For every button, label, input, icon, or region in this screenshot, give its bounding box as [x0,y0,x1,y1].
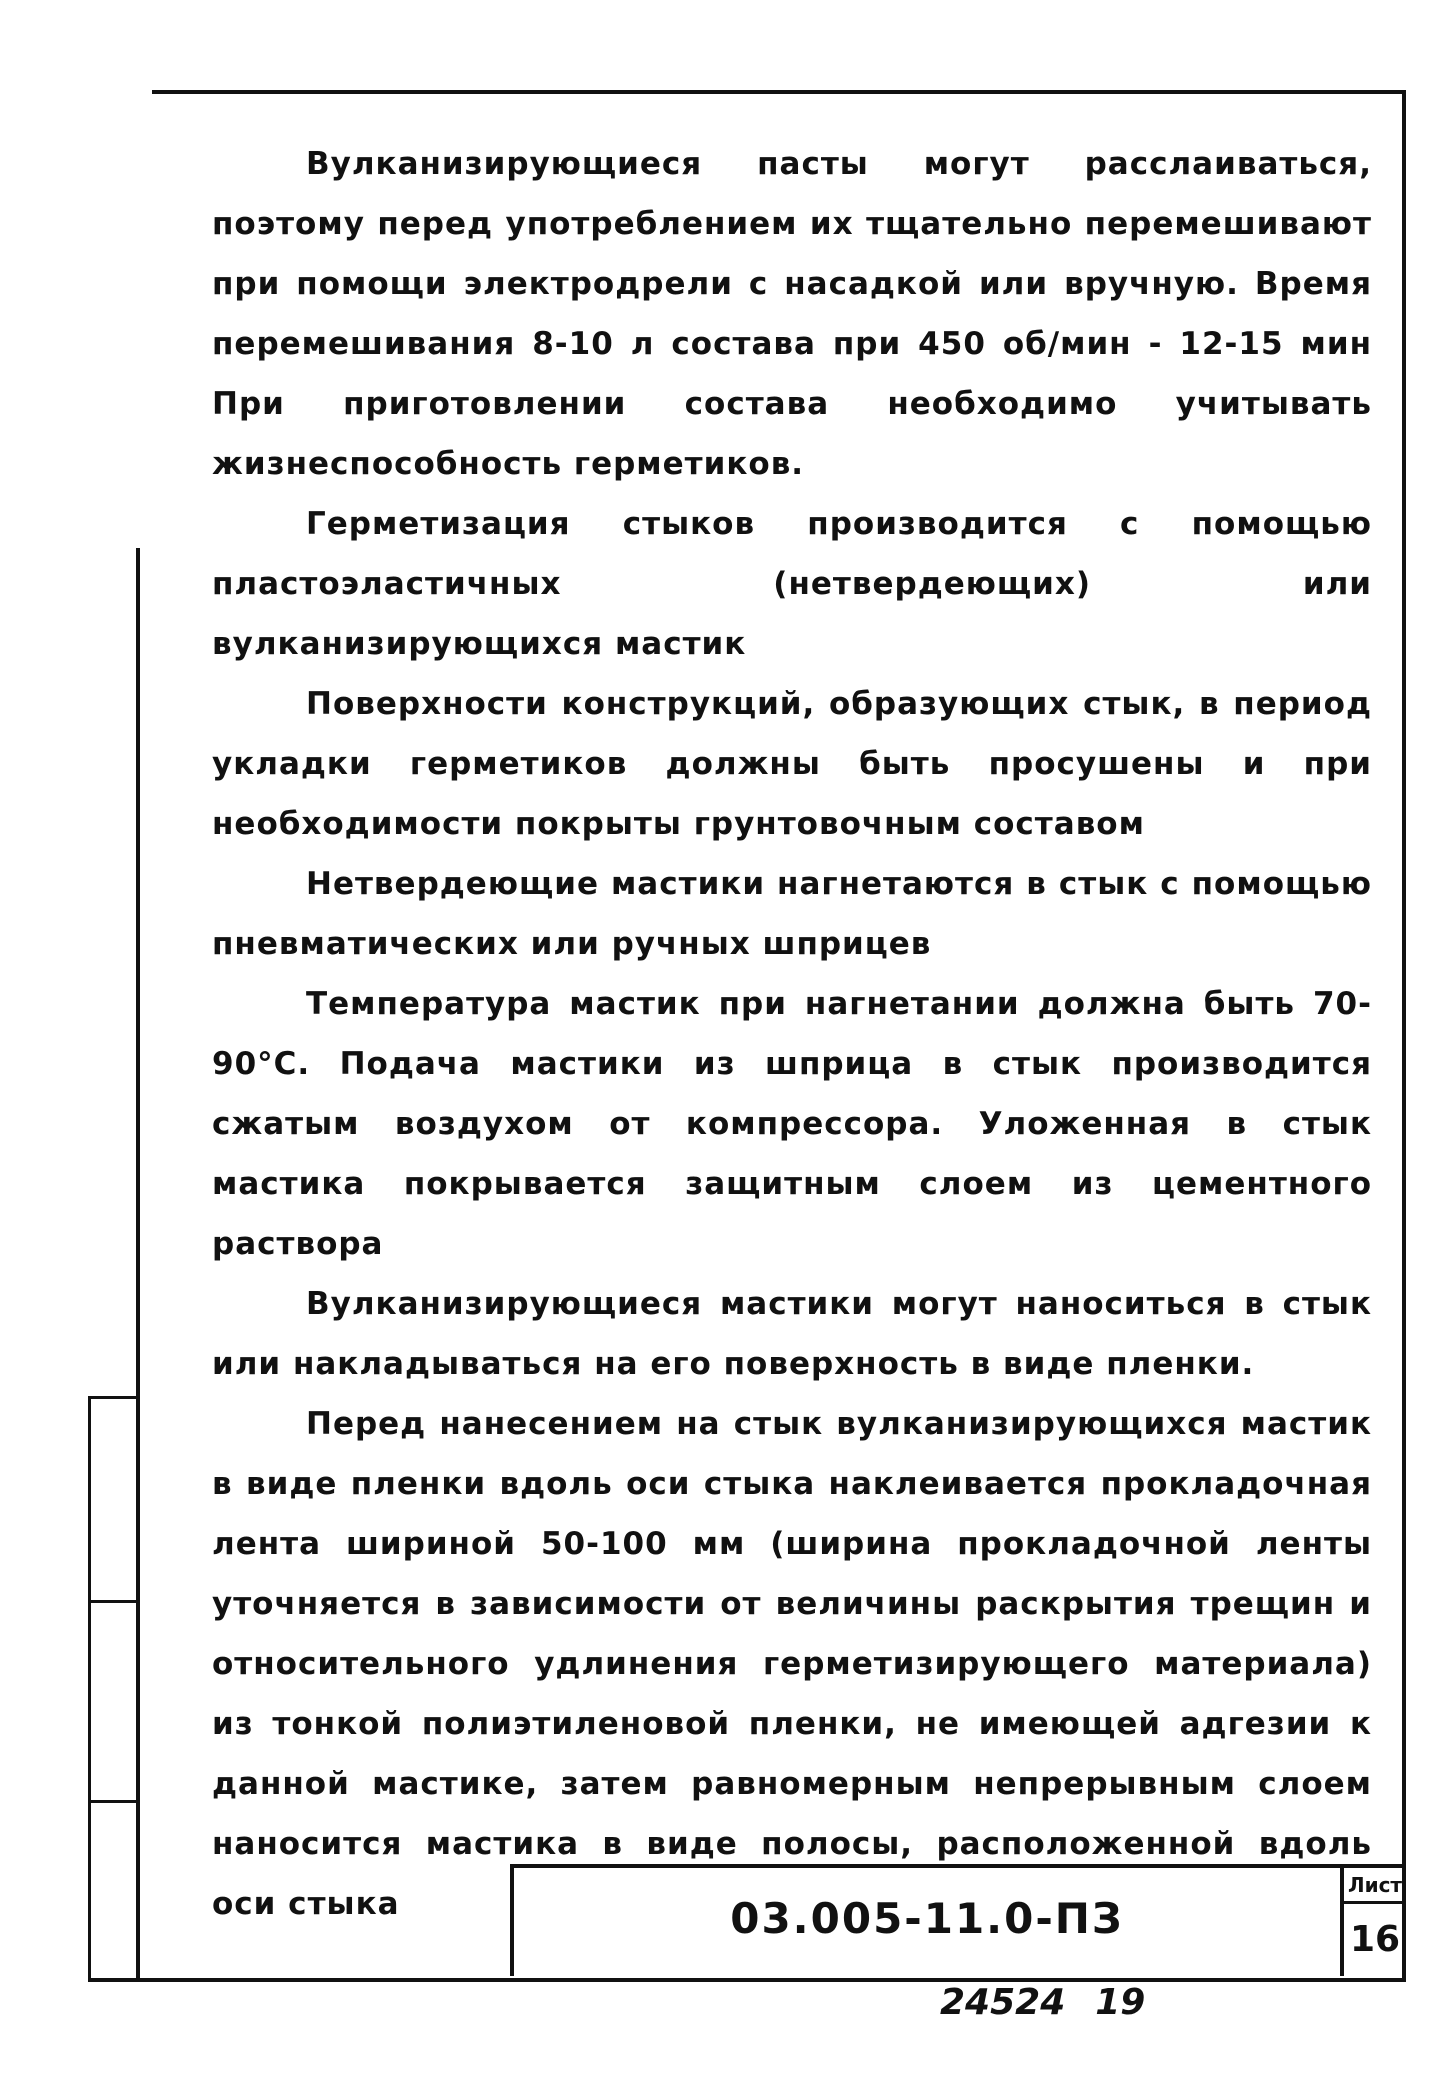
paragraph-mastic-temperature: Температура мастик при нагнетании должна быть 70-90°С. Подача мастики из шприца в стык производится сжатым воздухом от компрессора. Уложенная в стык мастика покрывается защитным слоем из цементного раствора [212,986,1372,1262]
paragraph-nonhardening-mastics: Нетвердеющие мастики нагнетаются в стык с помощью пневматических или ручных шприцев [212,866,1372,962]
binding-strip-divider [88,1600,136,1603]
frame-top-border [152,90,1406,94]
sheet-label: Лист [1344,1868,1406,1904]
extra-number: 19 [1095,1982,1146,2023]
title-block [510,1864,1340,1976]
inventory-number: 24524 [940,1982,1066,2023]
sheet-number: 16 [1349,1919,1401,1960]
sheet-number-block [1340,1864,1406,1976]
paragraph-joint-sealing: Герметизация стыков производится с помощью пластоэластичных (нетвердеющих) или вулканизирующихся мастик [212,506,1372,662]
paragraph-surface-preparation: Поверхности конструкций, образующих стык, в период укладки герметиков должны быть просушены и при необходимости покрыты грунтовочным составом [212,686,1372,842]
footer-inventory [940,1982,1145,2023]
frame-right-border [1402,90,1406,1980]
binding-margin-strip [88,1396,136,1980]
binding-strip-divider [88,1800,136,1803]
paragraph-film-application: Перед нанесением на стык вулканизирующихся мастик в виде пленки вдоль оси стыка наклеивается прокладочная лента шириной 50-100 мм (ширина прокладочной ленты уточняется в зависимости от величины раскрытия трещин и относительного удлинения герметизирующего материала) из тонкой полиэтиленовой пленки, не имеющей адгезии к данной мастике, затем равномерным непрерывным слоем наносится мастика в виде полосы, расположенной вдоль оси стыка [212,1406,1372,1922]
frame-bottom-border [88,1978,1406,1982]
paragraph-paste-mixing: Вулканизирующиеся пасты могут расслаиваться, поэтому перед употреблением их тщательно перемешивают при помощи электродрели с насадкой или вручную. Время перемешивания 8-10 л состава при 450 об/мин - 12-15 мин При приготовлении состава необходимо учитывать жизнеспособность герметиков. [212,146,1372,482]
document-code: 03.005-11.0-ПЗ [730,1894,1124,1943]
paragraph-vulcanizing-mastics: Вулканизирующиеся мастики могут наноситься в стык или накладываться на его поверхность в виде пленки. [212,1286,1372,1382]
document-body [212,134,1372,1934]
frame-left-border [136,548,140,1978]
